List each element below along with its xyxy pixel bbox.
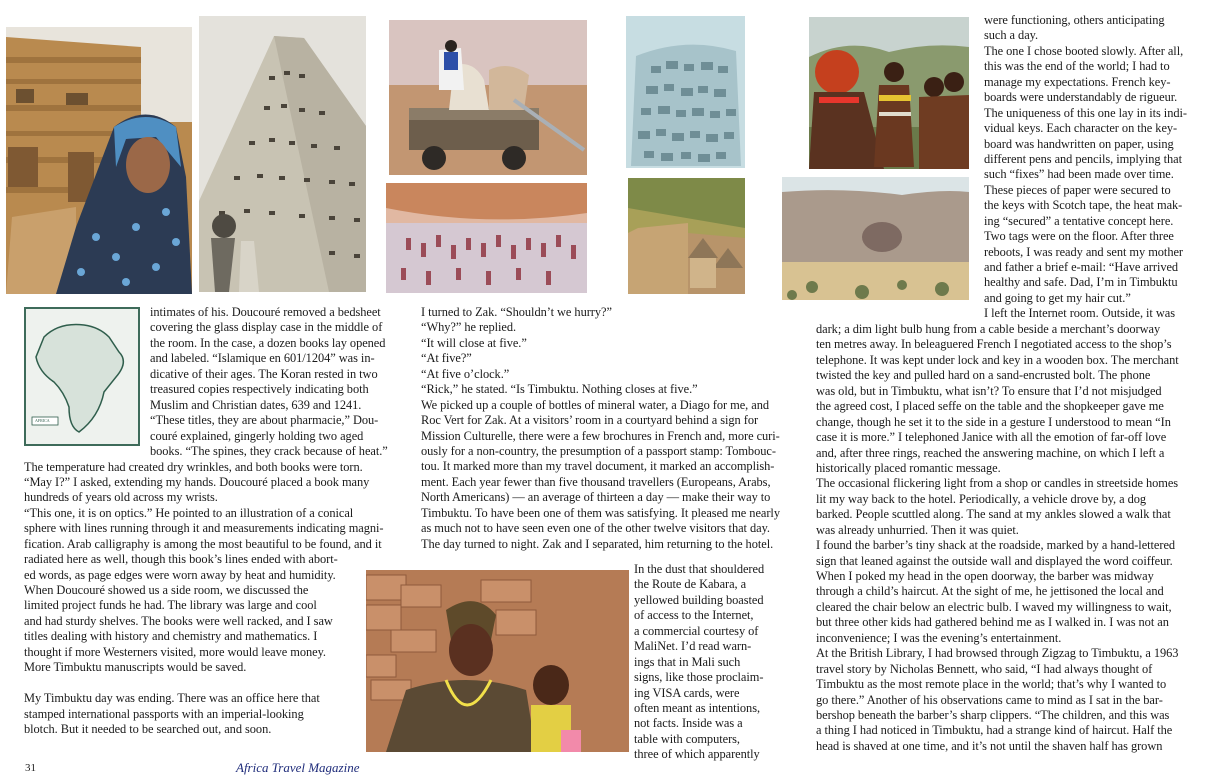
text-line: The one I chose booted slowly. After all, (984, 43, 1184, 58)
text-line: as much not to have seen even one of the other twelve visitors that day. (421, 521, 770, 536)
africa-map-photo (24, 307, 140, 446)
text-line: blotch. But it needed to be searched out, and soon. (24, 721, 272, 736)
text-line: not facts. Inside was a (634, 716, 743, 731)
text-line: manage my expectations. French key- (984, 74, 1171, 89)
text-line: tou. It marked more than my travel document, it marked an accomplish- (421, 459, 775, 474)
desert-landscape-image (782, 177, 969, 300)
text-line: radiated here as well, though this book’s lines ended with abort- (24, 552, 338, 567)
text-line: limited project funds he had. The library was large and cool (24, 598, 317, 613)
town-sketch-image (626, 16, 745, 168)
text-line: the agreed cost, I placed seffe on the table and the shopkeeper gave me (816, 399, 1164, 414)
mosque-minaret-image (199, 16, 366, 292)
text-line: ment. Each year fewer than five thousand travellers (Europeans, Arabs, (421, 474, 771, 489)
text-line: and had sturdy shelves. The books were well racked, and I saw (24, 613, 333, 628)
map-cartouche-label: AFRICA (35, 418, 50, 423)
text-line: fication. Arab calligraphy is among the most beautiful to be found, and it (24, 536, 382, 551)
text-line: barked. People scuttled along. The sand at my ankles slowed a walk that (816, 507, 1171, 522)
text-line: ten metres away. In beleaguered French I negotiated access to the shop’s (816, 337, 1172, 352)
text-line: Roc Vert for Zak. At a visitors’ room in a courtyard behind a sign for (421, 413, 759, 428)
text-line: often meant as intentions, (634, 700, 761, 715)
text-line: “It will close at five.” (421, 335, 527, 350)
text-line: We picked up a couple of bottles of mineral water, a Diago for me, and (421, 397, 770, 412)
text-line: vidual keys. Each character on the key- (984, 121, 1178, 136)
town-sketch-photo (626, 16, 745, 168)
camels-truck-image (389, 20, 587, 175)
text-line: case it is more.” I telephoned Janice with all the emotion of far-off love (816, 430, 1167, 445)
text-line: I found the barber’s tiny shack at the roadside, marked by a hand-lettered (816, 538, 1176, 553)
text-line: telephone. It was kept under lock and key in a wooden box. The merchant (816, 352, 1179, 367)
text-line: treasured copies respectively indicating both (150, 382, 369, 397)
text-line: ing VISA cards, were (634, 685, 740, 700)
text-line: The occasional flickering light from a shop or candles in streetside homes (816, 476, 1179, 491)
text-line: sphere with lines running through it and measurements indicating magni- (24, 521, 384, 536)
text-line: ings that in Mali such (634, 654, 741, 669)
text-line: stamped international passports with an imperial-looking (24, 706, 304, 721)
text-line: couré explained, gingerly holding two aged (150, 428, 364, 443)
text-line: twisted the key and pulled hard on a sand-encrusted bolt. The phone (816, 368, 1151, 383)
text-line: and father a brief e-mail: “Have arrived (984, 260, 1179, 274)
text-line: Timbuktu as the most remote place in the world; that’s why I wanted to (816, 677, 1167, 692)
text-line: More Timbuktu manuscripts would be saved. (24, 660, 247, 675)
text-line: head is shaved at one time, and it’s not until the shaven half has grown (816, 738, 1163, 753)
text-line: “Why?” he replied. (421, 320, 517, 335)
text-line: signs, like those proclaim- (634, 670, 764, 685)
text-line: intimates of his. Doucouré removed a bedsheet (150, 305, 381, 319)
text-line: “This one, it is on optics.” He pointed to an illustration of a conical (24, 505, 354, 520)
text-line: table with computers, (634, 731, 740, 746)
text-line: hundreds of years old across my wrists. (24, 490, 218, 505)
camels-truck-photo (389, 20, 587, 175)
text-line: The day turned to night. Zak and I separated, him returning to the hotel. (421, 536, 774, 551)
woman-blue-scarf-photo (6, 27, 192, 294)
text-line: The uniqueness of this one lay in its indi- (984, 105, 1187, 120)
text-line: When Doucouré showed us a side room, we discussed the (24, 583, 309, 597)
text-line: cleared the chair below an electric bulb. I waved my willingness to wait, (816, 599, 1172, 614)
column2-body-text (421, 305, 780, 552)
text-line: “May I?” I asked, extending my hands. Doucouré placed a book many (24, 474, 370, 489)
text-line: healthy and safe. Dad, I’m in Timbuktu (984, 275, 1178, 290)
text-line: reboots, I was ready and sent my mother (984, 244, 1183, 259)
mother-child-photo (366, 570, 629, 752)
column2-narrow-text (634, 562, 764, 763)
text-line: ed words, as page edges were worn away by heat and humidity. (24, 567, 336, 582)
africa-map-image (24, 307, 140, 446)
text-line: lit my way back to the hotel. Periodically, a vehicle drove by, a dog (816, 491, 1147, 506)
text-line: “These titles, they are about pharmacie,” Dou- (150, 413, 379, 428)
magazine-name: Africa Travel Magazine (236, 760, 360, 775)
cliff-village-photo (628, 178, 745, 294)
text-line: different pens and pencils, implying that (984, 151, 1182, 166)
text-line: dicative of their ages. The Koran rested in two (150, 366, 378, 381)
text-line: and, after three rings, reached the answering machine, on which I left a (816, 445, 1165, 460)
text-line: titles dealing with history and chemistry and mathematics. I (24, 629, 318, 644)
dancers-photo (809, 17, 969, 169)
text-line: Two tags were on the floor. After three (984, 229, 1174, 244)
column3-top-text (984, 13, 1187, 322)
text-line: the Route de Kabara, a (634, 577, 747, 592)
column1-body-text (24, 460, 384, 738)
text-line: travel story by Nicholas Bennett, who said, “I had always thought of (816, 661, 1153, 676)
text-line: sign that leaned against the outside wall and displayed the word coiffeur. (816, 553, 1173, 568)
text-line: covering the glass display case in the middle of (150, 320, 383, 335)
mosque-minaret-photo (199, 16, 366, 292)
text-line: “Rick,” he stated. “Is Timbuktu. Nothing closes at five.” (421, 382, 698, 397)
rock-paintings-image (386, 183, 587, 293)
text-line: and going to get my hair cut.” (984, 290, 1131, 305)
text-line: I left the Internet room. Outside, it was (984, 306, 1175, 321)
text-line: yellowed building boasted (634, 592, 764, 607)
text-line: Timbuktu. To have been one of them was satisfying. It pleased me nearly (421, 505, 780, 520)
page-number: 31 (25, 762, 36, 774)
text-line: such “fixes” had been made over time. (984, 167, 1174, 182)
text-line: Muslim and Christian dates, 639 and 1241. (150, 397, 362, 412)
text-line: “At five o’clock.” (421, 366, 510, 381)
text-line: the room. In the case, a dozen books lay opened (150, 335, 386, 350)
text-line: a commercial courtesy of (634, 623, 759, 638)
text-line: I turned to Zak. “Shouldn’t we hurry?” (421, 305, 612, 319)
text-line: of access to the Internet, (634, 608, 754, 623)
text-line: this was the end of the world; I had to (984, 59, 1170, 74)
desert-landscape-photo (782, 177, 969, 300)
text-line: In the dust that shouldered (634, 562, 765, 576)
text-line: North Americans) — an average of thirteen a day — make their way to (421, 490, 771, 505)
woman-blue-scarf-image (6, 27, 192, 294)
text-line: was old, but in Timbuktu, what isn’t? To ensure that I’d not misjudged (816, 383, 1162, 398)
text-line: ing “secured” a tentative concept here. (984, 213, 1174, 228)
text-line: ously for a non-country, the presumption of a passport stamp: Tombouc- (421, 443, 776, 458)
mother-child-image (366, 570, 629, 752)
text-line: “At five?” (421, 351, 472, 366)
text-line: MaliNet. I’d read warn- (634, 639, 752, 654)
text-line: go there.” Another of his observations came to mind as I sat in the bar- (816, 692, 1163, 707)
text-line: a thing I had noticed in Timbuktu, had a strange kind of haircut. Half the (816, 723, 1173, 738)
text-line: was already unhurried. Then it was quiet. (816, 522, 1019, 537)
rock-paintings-photo (386, 183, 587, 293)
text-line: but three other kids had gathered behind me as I walked in. I was not an (816, 615, 1169, 630)
text-line: At the British Library, I had browsed through Zigzag to Timbuktu, a 1963 (816, 646, 1179, 661)
text-line: were functioning, others anticipating (984, 13, 1165, 27)
text-line: When I poked my head in the open doorway, the barber was midway (816, 569, 1154, 583)
column3-wide-text (816, 322, 1179, 754)
text-line: such a day. (984, 28, 1039, 43)
text-line: historically placed romantic message. (816, 460, 1001, 475)
text-line: thought if more Westerners visited, more would leave money. (24, 644, 326, 659)
text-line: through a child’s haircut. At the sight of me, he jettisoned the local and (816, 584, 1164, 599)
column1-wrap-text (150, 305, 388, 459)
text-line: books. “The spines, they crack because of heat.” (150, 443, 388, 458)
text-line: the keys with Scotch tape, the heat mak- (984, 198, 1183, 213)
text-line: These pieces of paper were secured to (984, 182, 1171, 197)
cliff-village-image (628, 178, 745, 294)
text-line: Mission Culturelle, there were a few brochures in French and, more curi- (421, 428, 780, 443)
text-line: and labeled. “Islamique en 601/1204” was in- (150, 351, 375, 366)
text-line: board was handwritten on paper, using (984, 136, 1174, 151)
text-line: dark; a dim light bulb hung from a cable beside a merchant’s doorway (816, 322, 1161, 336)
text-line: boards were understandably de rigueur. (984, 90, 1178, 105)
text-line: The temperature had created dry wrinkles, and both books were torn. (24, 459, 363, 474)
text-line: change, though he set it to the side in a gesture I understood to mean “In (816, 414, 1171, 429)
text-line: bershop beneath the barber’s sharp clippers. “The children, and this was (816, 707, 1170, 722)
text-line: inconvenience; I was the evening’s entertainment. (816, 630, 1062, 645)
text-line: three of which apparently (634, 747, 760, 762)
dancers-image (809, 17, 969, 169)
text-line: My Timbuktu day was ending. There was an office here that (24, 691, 320, 706)
